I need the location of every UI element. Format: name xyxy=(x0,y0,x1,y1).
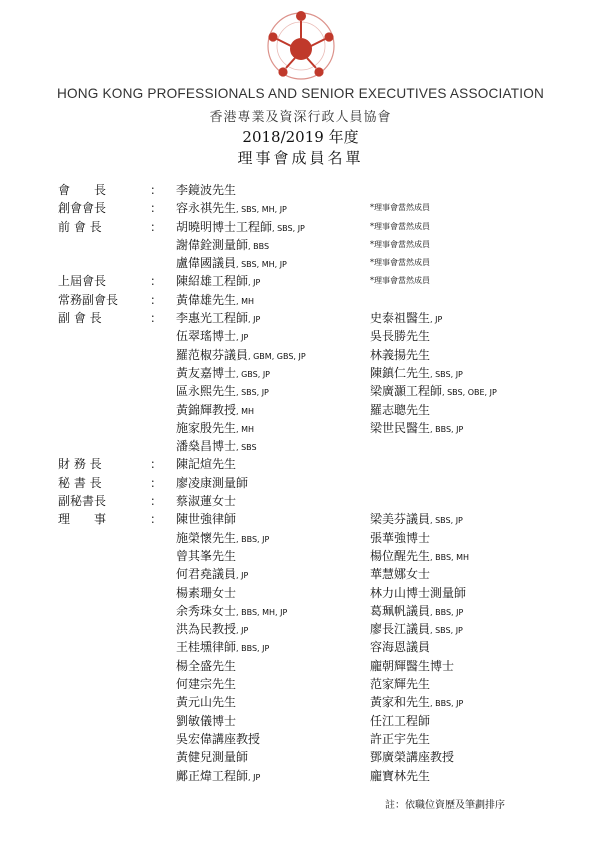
colon-separator: ： xyxy=(150,512,163,527)
member-name: 李惠光工程師 xyxy=(176,311,249,326)
colon-separator: ： xyxy=(150,274,163,289)
member-honors: , SBS, MH, JP xyxy=(236,260,287,270)
member-name: 曾其峯先生 xyxy=(176,548,237,563)
member-honors: , MH xyxy=(236,424,255,434)
year-heading: 2018/2019 年度 xyxy=(242,128,359,146)
role-label: 副秘書長 xyxy=(58,494,107,509)
member-name-col2 xyxy=(370,767,430,787)
colon-separator: ： xyxy=(150,201,163,216)
member-name: 張華強博士 xyxy=(370,530,431,545)
member-honors: , JP xyxy=(248,315,261,325)
member-name: 廖長江議員 xyxy=(370,622,431,637)
roster-row xyxy=(0,364,601,382)
member-name-col1 xyxy=(176,199,287,219)
member-name: 胡曉明博士工程師 xyxy=(176,219,273,234)
member-name-col2 xyxy=(370,638,430,658)
roster-row xyxy=(0,657,601,675)
member-name-col2 xyxy=(370,364,463,384)
roster-row xyxy=(0,401,601,419)
member-name: 陳紹雄工程師 xyxy=(176,274,249,289)
member-honors: , SBS, MH, JP xyxy=(236,205,287,215)
member-honors: , SBS, JP xyxy=(430,516,463,526)
member-name-col2 xyxy=(370,327,430,347)
roster-row xyxy=(0,712,601,730)
roster-row xyxy=(0,382,601,400)
member-name: 梁廣灝工程師 xyxy=(370,384,443,399)
roster-row xyxy=(0,291,601,309)
ex-officio-note: *理事會當然成員 xyxy=(370,258,430,268)
member-honors: , JP xyxy=(236,626,249,636)
member-name: 王桂壎律師 xyxy=(176,640,237,655)
member-honors: , BBS, MH xyxy=(430,552,470,562)
role-label: 會 長 xyxy=(58,183,107,197)
roster-row xyxy=(0,455,601,473)
colon-separator: ： xyxy=(150,475,163,490)
member-name-col1 xyxy=(176,565,248,585)
member-name: 史泰祖醫生 xyxy=(370,311,431,326)
colon-separator: ： xyxy=(150,457,163,472)
role-label: 秘 書 長 xyxy=(58,475,102,490)
member-name: 黃偉雄先生 xyxy=(176,292,237,307)
colon-separator: ： xyxy=(150,183,163,197)
member-honors: , MH xyxy=(236,296,255,306)
member-name: 羅志聰先生 xyxy=(370,402,431,417)
role-label: 創會會長 xyxy=(58,201,107,216)
member-name-col1 xyxy=(176,419,254,439)
member-name: 盧偉國議員 xyxy=(176,256,237,271)
member-honors: , GBS, JP xyxy=(236,369,270,379)
member-name: 容海恩議員 xyxy=(370,640,431,655)
roster-row xyxy=(0,474,601,492)
roster-row xyxy=(0,181,601,199)
member-name-col1 xyxy=(176,346,306,366)
member-name: 黃錦輝教授 xyxy=(176,402,237,417)
member-honors: , SBS, JP xyxy=(430,626,463,636)
roster-row xyxy=(0,346,601,364)
member-honors: , MH xyxy=(236,406,255,416)
member-name-col2 xyxy=(370,419,463,439)
member-honors: , BBS, JP xyxy=(430,607,464,617)
roster-row xyxy=(0,565,601,583)
member-honors: , BBS, JP xyxy=(236,534,270,544)
member-honors: , JP xyxy=(236,571,249,581)
member-honors: , SBS, OBE, JP xyxy=(442,388,497,398)
role-label: 財 務 長 xyxy=(58,457,102,472)
roster-row xyxy=(0,602,601,620)
footer-note: 註：依職位資歷及筆劃排序 xyxy=(385,800,505,811)
roster-row xyxy=(0,620,601,638)
member-name: 黃健兒測量師 xyxy=(176,750,249,765)
roster-row xyxy=(0,584,601,602)
member-name-col1 xyxy=(176,510,236,530)
member-honors: , BBS, JP xyxy=(430,424,464,434)
member-name: 施榮懷先生 xyxy=(176,530,237,545)
member-name-col1 xyxy=(176,218,305,238)
member-name-col1 xyxy=(176,364,270,384)
member-name: 何建宗先生 xyxy=(176,677,237,692)
member-honors: , JP xyxy=(248,278,261,288)
role-label: 上屆會長 xyxy=(58,274,107,289)
member-honors: , BBS xyxy=(248,241,270,251)
colon-separator: ： xyxy=(150,219,163,234)
member-honors: , SBS xyxy=(236,443,257,453)
role-label: 副 會 長 xyxy=(58,311,102,326)
roster-row xyxy=(0,675,601,693)
member-name: 容永祺先生 xyxy=(176,201,237,216)
member-name-col2 xyxy=(370,693,463,713)
member-name-col1 xyxy=(176,272,260,292)
member-name: 鄧廣榮講座教授 xyxy=(370,750,455,765)
member-name: 何君堯議員 xyxy=(176,567,237,582)
member-name: 陳世強律師 xyxy=(176,512,237,527)
member-name: 洪為民教授 xyxy=(176,622,237,637)
member-name: 蔡淑蓮女士 xyxy=(176,494,237,509)
member-name-col1 xyxy=(176,474,248,494)
member-honors: , JP xyxy=(236,333,249,343)
roster-row xyxy=(0,419,601,437)
member-name-col2 xyxy=(370,657,454,677)
member-honors: , BBS, JP xyxy=(430,699,464,709)
member-name-col2 xyxy=(370,401,430,421)
role-label: 常務副會長 xyxy=(58,292,119,307)
ex-officio-note: *理事會當然成員 xyxy=(370,276,430,286)
member-name-col1 xyxy=(176,767,260,787)
org-name-en: HONG KONG PROFESSIONALS AND SENIOR EXECUTIVES ASSOCIATION xyxy=(56,86,545,101)
member-name: 梁美芬議員 xyxy=(370,512,431,527)
member-name-col2 xyxy=(370,510,463,530)
member-honors: , JP xyxy=(430,315,443,325)
member-name-col1 xyxy=(176,437,257,457)
colon-separator: ： xyxy=(150,292,163,307)
list-title: 理事會成員名單 xyxy=(237,149,364,167)
role-label: 前 會 長 xyxy=(58,219,102,234)
member-name-col2 xyxy=(370,675,430,695)
member-name: 陳鎮仁先生 xyxy=(370,365,431,380)
member-name: 劉敏儀博士 xyxy=(176,713,237,728)
colon-separator: ： xyxy=(150,494,163,509)
member-name: 許正宇先生 xyxy=(370,731,431,746)
member-name-col1 xyxy=(176,584,236,604)
member-name: 施家殷先生 xyxy=(176,420,237,435)
member-name-col1 xyxy=(176,236,269,256)
member-name: 廖凌康測量師 xyxy=(176,475,249,490)
member-name-col1 xyxy=(176,730,260,750)
member-name: 李鏡波先生 xyxy=(176,183,237,197)
member-name-col1 xyxy=(176,712,236,732)
ex-officio-note: *理事會當然成員 xyxy=(370,221,430,231)
roster-row xyxy=(0,437,601,455)
member-name: 范家輝先生 xyxy=(370,677,431,692)
roster-row xyxy=(0,748,601,766)
member-name-col1 xyxy=(176,529,269,549)
roster-row xyxy=(0,767,601,785)
member-name-col1 xyxy=(176,254,287,274)
member-name: 黃友嘉博士 xyxy=(176,365,237,380)
member-name-col1 xyxy=(176,638,269,658)
colon-separator: ： xyxy=(150,311,163,326)
roster-row xyxy=(0,638,601,656)
member-name-col2 xyxy=(370,602,463,622)
member-name: 謝偉銓測量師 xyxy=(176,237,249,252)
member-name-col2 xyxy=(370,620,463,640)
member-name-col1 xyxy=(176,657,236,677)
member-name-col2 xyxy=(370,712,430,732)
roster-row xyxy=(0,730,601,748)
roster-row xyxy=(0,327,601,345)
member-name-col2 xyxy=(370,529,430,549)
org-name-zh: 香港專業及資深行政人員協會 xyxy=(209,110,392,125)
ex-officio-note: *理事會當然成員 xyxy=(370,203,430,213)
ex-officio-note: *理事會當然成員 xyxy=(370,239,430,249)
council-roster xyxy=(0,181,601,785)
member-name-col2 xyxy=(370,565,430,585)
member-name: 鄺正煒工程師 xyxy=(176,768,249,783)
roster-row xyxy=(0,199,601,217)
member-honors: , SBS, JP xyxy=(236,388,269,398)
member-name-col1 xyxy=(176,693,236,713)
member-honors: , BBS, JP xyxy=(236,644,270,654)
member-name-col1 xyxy=(176,675,236,695)
member-name: 龐寶林先生 xyxy=(370,768,431,783)
member-name-col2 xyxy=(370,346,430,366)
member-name-col1 xyxy=(176,291,254,311)
member-name: 吳宏偉講座教授 xyxy=(176,731,261,746)
member-name-col2 xyxy=(370,584,466,604)
roster-row xyxy=(0,236,601,254)
member-name: 余秀珠女士 xyxy=(176,603,237,618)
role-label: 理 事 xyxy=(58,512,107,527)
member-name: 潘燊昌博士 xyxy=(176,439,237,454)
member-name-col1 xyxy=(176,748,248,768)
member-name-col1 xyxy=(176,401,254,421)
member-name-col1 xyxy=(176,327,248,347)
member-name: 黃家和先生 xyxy=(370,695,431,710)
member-name: 華慧娜女士 xyxy=(370,567,431,582)
member-name: 楊位醒先生 xyxy=(370,548,431,563)
member-honors: , GBM, GBS, JP xyxy=(248,351,306,361)
association-logo-icon xyxy=(265,10,337,82)
member-name: 陳記煊先生 xyxy=(176,457,237,472)
member-name-col1 xyxy=(176,455,236,475)
member-name-col1 xyxy=(176,181,236,201)
roster-row xyxy=(0,272,601,290)
member-name-col1 xyxy=(176,547,236,567)
member-name-col1 xyxy=(176,492,236,512)
roster-row xyxy=(0,218,601,236)
roster-row xyxy=(0,254,601,272)
member-name: 葛珮帆議員 xyxy=(370,603,431,618)
member-name-col1 xyxy=(176,382,269,402)
member-name: 龐朝輝醫生博士 xyxy=(370,658,455,673)
roster-row xyxy=(0,492,601,510)
member-name: 區永熙先生 xyxy=(176,384,237,399)
roster-row xyxy=(0,547,601,565)
member-name: 任江工程師 xyxy=(370,713,431,728)
member-name: 羅范椒芬議員 xyxy=(176,347,249,362)
member-name-col2 xyxy=(370,748,454,768)
roster-row xyxy=(0,529,601,547)
member-name: 楊素珊女士 xyxy=(176,585,237,600)
roster-row xyxy=(0,693,601,711)
member-honors: , JP xyxy=(248,772,261,782)
member-name: 伍翠瑤博士 xyxy=(176,329,237,344)
member-name-col2 xyxy=(370,382,497,402)
member-name-col1 xyxy=(176,309,260,329)
member-name: 梁世民醫生 xyxy=(370,420,431,435)
member-honors: , BBS, MH, JP xyxy=(236,607,288,617)
member-name: 黃元山先生 xyxy=(176,695,237,710)
member-name-col2 xyxy=(370,730,430,750)
member-name: 林力山博士測量師 xyxy=(370,585,467,600)
member-name: 吳長勝先生 xyxy=(370,329,431,344)
roster-row xyxy=(0,510,601,528)
member-honors: , SBS, JP xyxy=(272,223,305,233)
member-name-col1 xyxy=(176,620,248,640)
member-honors: , SBS, JP xyxy=(430,369,463,379)
member-name-col2 xyxy=(370,547,469,567)
roster-row xyxy=(0,309,601,327)
member-name-col2 xyxy=(370,309,442,329)
member-name: 林義揚先生 xyxy=(370,347,431,362)
member-name: 楊全盛先生 xyxy=(176,658,237,673)
member-name-col1 xyxy=(176,602,287,622)
